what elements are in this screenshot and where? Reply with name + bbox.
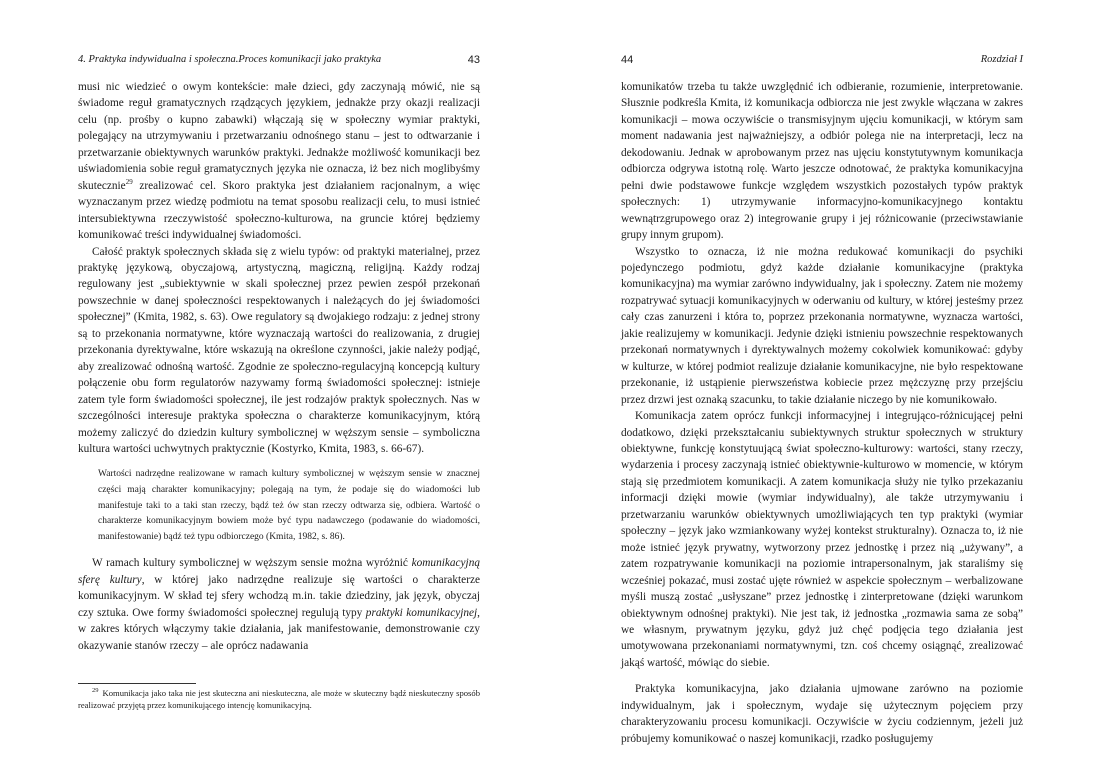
- paragraph: Wszystko to oznacza, iż nie można redukować komunikacji do psychiki pojedynczego podmiotu, gdyż każde działanie komunikacyjne (praktyka komunikacyjna) ma wymiar zarówno indywidualny, jak i społeczny. Zatem nie możemy rozpatrywać sytuacji komunikacyjnych w oderwaniu od kultury, w której jesteśmy przez cały czas zanurzeni i która to, poprzez przekonania normatywne, wyznacza wartości, jakie realizujemy w komunikacji. Jedynie dzięki istnieniu powszechnie respektowanych przekonań normatywnych i dyrektywalnych możemy cokolwiek komunikować: gdyby w kulturze, w której podmiot realizuje działanie komunikacyjne, nie było respektowane przekonanie, iż ustąpienie pierwszeństwa kobiecie przez mężczyznę przy przejściu przez drzwi jest oznaką szacunku, to takie działanie niczego by nie komunikowało.: [621, 245, 1023, 406]
- left-page-body: [78, 79, 480, 654]
- chapter-title: Rozdział I: [980, 54, 1023, 65]
- chapter-section-title: 4. Praktyka indywidualna i społeczna.Proces komunikacji jako praktyka: [78, 54, 382, 65]
- paragraph: komunikatów trzeba tu także uwzględnić ich odbieranie, rozumienie, interpretowanie. Słusznie podkreśla Kmita, iż komunikacja odbiorcza nie jest zwykle włączana w zakres komunikacji – mowa oczywiście o transmisyjnym ujęciu komunikacji, w którym sam moment nadawania jest najważniejszy, a odbiór polega nie na interpretacji, lecz na dekodowaniu. Jednak w aprobowanym przez nas ujęciu konstytutywnym komunikacja odbiorcza odgrywa istotną rolę. Warto jeszcze odnotować, że praktyka komunikacyjna pełni dwie podstawowe funkcje względem wszystkich pozostałych typów praktyk społecznych: 1) utrzymywanie informacyjno-komunikacyjnego kontaktu wewnątrzgrupowego oraz 2) integrowanie grupy i jej różnicowanie (przeciwstawianie grupy innym grupom).: [621, 81, 1023, 242]
- paragraph: Praktyka komunikacyjna, jako działania ujmowane zarówno na poziomie indywidualnym, jak i społecznym, wydaje się użytecznym pojęciem przy charakteryzowaniu procesu komunikacji. Oczywiście w życiu codziennym, jeżeli już próbujemy komunikować o naszej komunikacji, rzadko posługujemy: [621, 683, 1023, 745]
- left-page: [78, 0, 480, 777]
- block-quote: Wartości nadrzędne realizowane w ramach kultury symbolicznej w węższym sensie w znacznej części mają charakter komunikacyjny; polegają na tym, że podaje się do wiadomości lub manifestuje taki to a taki stan rzeczy, bądź też ów stan rzeczy odtwarza się, odbiera. Wartość o charakterze komunikacyjnym bowiem może być typu nadawczego (podawanie do wiadomości, manifestowanie) bądź też typu odbiorczego (Kmita, 1982, s. 86).: [98, 469, 480, 542]
- paragraph: [78, 555, 480, 654]
- page-number-right: 44: [621, 54, 634, 66]
- right-page: [621, 0, 1023, 777]
- page-number-left: 43: [467, 54, 480, 66]
- paragraph: Całość praktyk społecznych składa się z wielu typów: od praktyki materialnej, przez praktykę językową, obyczajową, artystyczną, magiczną, religijną. Każdy rodzaj regulowany jest „subiektywnie w skali społecznej przez pewien zespół przekonań powszechnie w danej społeczności respektowanych i należących do jej świadomości społecznej” (Kmita, 1982, s. 63). Owe regulatory są dwojakiego rodzaju: z jednej strony są to przekonania normatywne, które wyznaczają wartości do realizowania, z drugiej przekonania dyrektywalne, które wskazują na określone czynności, jakie należy podjąć, aby zrealizować odnośną wartość. Zgodnie ze społeczno-regulacyjną koncepcją kultury połączenie obu form regulatorów nazywamy formą świadomości społecznej: istnieje zatem tyle form świadomości społecznej, ile jest rodzajów praktyk społecznych. Nas w szczególności interesuje praktyka społeczna o charakterze komunikacyjnym, którą możemy zaliczyć do dziedzin kultury symbolicznej w węższym sensie – symboliczna kultura wartości uchwytnych praktycznie (Kostyrko, Kmita, 1983, s. 66-67).: [78, 245, 480, 455]
- paragraph-text: , w której jako nadrzędne realizuje się wartości o charakterze komunikacyjnym. W skład tej sfery wchodzą m.in. takie dziedziny, jak język, obyczaj czy sztuka. Owe formy świadomości społecznej regulują typy: [78, 573, 480, 619]
- paragraph: [78, 79, 480, 244]
- running-head-right: [621, 52, 1023, 68]
- paragraph-text: W ramach kultury symbolicznej w węższym sensie można wyróżnić: [92, 557, 412, 570]
- footnote-divider: [78, 683, 196, 684]
- paragraph-text: , w zakres których włączymy takie działania, jak manifestowanie, demonstrowanie czy okazywanie stanów rzeczy – ale oprócz nadawania: [78, 606, 480, 652]
- footnote-text: Komunikacja jako taka nie jest skuteczna ani nieskuteczna, ale może w skuteczny bądź nieskuteczny sposób realizować przyjętą przez komunikującego intencję komunikacyjną.: [78, 688, 480, 710]
- emphasis-term: komunikacyjną sferę kultury: [78, 557, 480, 586]
- running-head-left: [78, 52, 480, 68]
- paragraph-text: musi nic wiedzieć o owym kontekście: małe dzieci, gdy zaczynają mówić, nie są świadome reguł gramatycznych rządzących językiem, jednakże przy okazji realizacji celu (np. prośby o kupno zabawki) włączają się w społeczny wymiar praktyki, polegający na utrzymywaniu i przetwarzaniu odnośnego stanu – jest to odtwarzanie i przetwarzanie obiektywnych warunków praktyki. Jednakże możliwość komunikacji bez uświadomienia sobie reguł gramatycznych języka nie oznacza, iż bez nich moglibyśmy skutecznie: [78, 81, 480, 192]
- footnote-number: 29: [92, 687, 99, 695]
- footnote-reference: 29: [125, 177, 133, 186]
- paragraph: Komunikacja zatem oprócz funkcji informacyjnej i integrująco-różnicującej pełni dodatkowo, dzięki przekształcaniu subiektywnych struktur społecznych w struktury obiektywne, funkcję konstytuującą świat społeczno-kulturowy: wartości, stany rzeczy, wydarzenia i procesy zaczynają istnieć obiektywnie-kulturowo w momencie, w którym stają się przedmiotem komunikacji. A zatem komunikacja służy nie tylko przekazaniu informacji dzięki mowie (wymiar indywidualny), ale także utrzymywaniu i przetwarzaniu warunków obiektywnych umożliwiających ten typ praktyki (wymiar społeczny – język jako wzmiankowany wyżej kontekst strukturalny). Oznacza to, iż nie może istnieć język prywatny, wytworzony przez jednostkę i przez nią „używany”, a zatem rozpatrywanie komunikacji na poziomie intrapersonalnym, jak staraliśmy się wcześniej pokazać, musi zostać ujęte również w aspekcie społecznym – werbalizowane myśli muszą zostać „usłyszane” przez jednostkę i zinterpretowane (dzięki warunkom obiektywnym odnośnej praktyki). Nie jest tak, iż jednostka „rozmawia sama ze sobą” we własnym, prywatnym języku, gdyż już chęć podjęcia tego działania jest umotywowana przekonaniami normatywnymi, tzn. coś chcemy osiągnąć, zrealizować jakąś wartość, mówiąc do siebie.: [621, 410, 1023, 669]
- paragraph-text: zrealizować cel. Skoro praktyka jest działaniem racjonalnym, a więc wyznaczanym przez wiedzę podmiotu na temat sposobu realizacji celu, to musi istnieć intersubiektywna rzeczywistość społeczno-kulturowa, na gruncie której będziemy komunikować treści indywidualnej świadomości.: [78, 179, 480, 242]
- emphasis-term: praktyki komunikacyjnej: [365, 606, 478, 619]
- right-page-body: [621, 79, 1023, 747]
- footnote: [78, 687, 480, 711]
